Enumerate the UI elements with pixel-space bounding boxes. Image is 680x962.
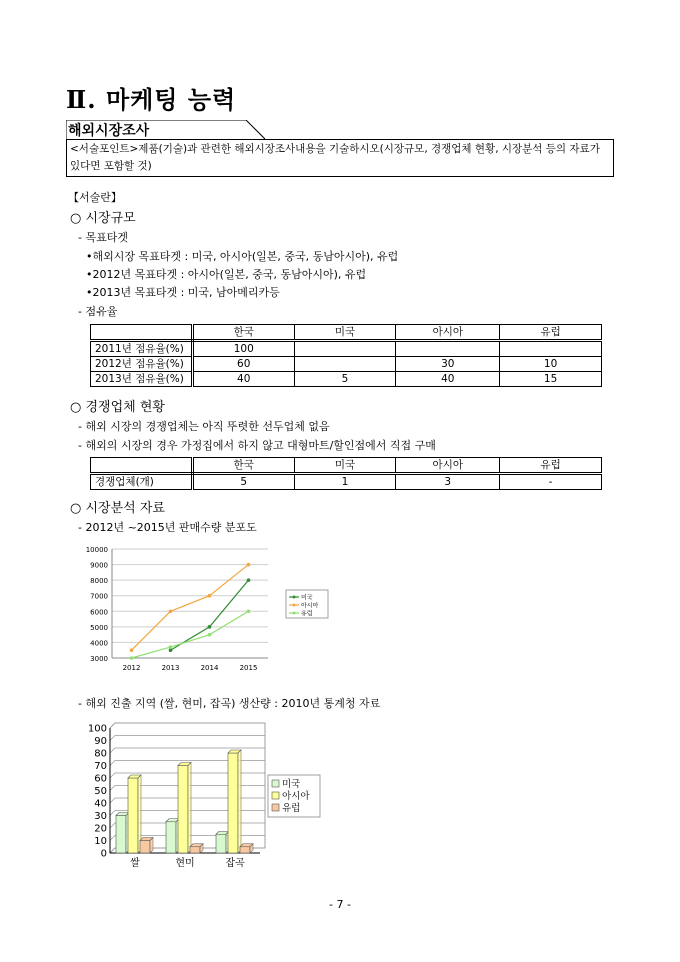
table-cell: 유럽 [500, 325, 602, 341]
writing-point-box [66, 139, 614, 177]
section-label: 해외시장조사 [68, 123, 150, 139]
y-tick-label: 5000 [90, 623, 108, 632]
legend-label: 미국 [282, 779, 301, 790]
legend-marker [293, 604, 296, 607]
essay-label: 【서술란】 [68, 191, 122, 204]
table-cell: 40 [396, 372, 500, 387]
table-cell: 10 [500, 357, 602, 372]
y-tick-label: 30 [94, 811, 107, 822]
table-cell: 30 [396, 357, 500, 372]
series-line [132, 611, 249, 658]
legend-swatch [272, 804, 279, 811]
table-cell: 3 [396, 474, 500, 490]
table-cell: 한국 [192, 458, 294, 474]
table-row [91, 341, 602, 357]
target-label: - 목표타겟 [78, 231, 128, 244]
target-line: •2012년 목표타겟 : 아시아(일본, 중국, 동남아시아), 유럽 [86, 268, 367, 281]
table-header-row [91, 458, 602, 474]
data-point [208, 594, 212, 598]
target-line: •2013년 목표타겟 : 미국, 남아메리카등 [86, 286, 280, 299]
y-tick-label: 9000 [90, 561, 108, 570]
chart2-caption: - 해외 진출 지역 (쌀, 현미, 잡곡) 생산량 : 2010년 통계청 자료 [78, 697, 381, 710]
table-cell [396, 341, 500, 357]
table-cell [91, 458, 193, 474]
bar [140, 841, 150, 854]
table-cell: 한국 [192, 325, 294, 341]
y-tick-label: 4000 [90, 639, 108, 648]
data-point [130, 656, 134, 660]
table-cell: 15 [500, 372, 602, 387]
table-cell: 2011년 점유율(%) [91, 341, 193, 357]
y-tick-label: 40 [94, 798, 107, 810]
table-row [91, 474, 602, 490]
y-tick-label: 3000 [90, 655, 108, 663]
x-tick-label: 잡곡 [225, 858, 245, 869]
x-tick-label: 2012 [122, 664, 141, 672]
legend-swatch [272, 780, 279, 787]
data-point [169, 645, 173, 649]
table-cell: 미국 [294, 458, 396, 474]
y-tick-label: 10 [94, 836, 107, 847]
share-label: - 점유율 [78, 305, 118, 318]
y-tick-label: 100 [87, 723, 107, 735]
table-cell: 아시아 [396, 325, 500, 341]
table-row [91, 372, 602, 387]
x-tick-label: 2014 [200, 664, 219, 672]
y-tick-label: 70 [94, 761, 107, 772]
y-tick-label: 7000 [90, 592, 108, 601]
table-cell: 유럽 [500, 458, 602, 474]
competitor-line: - 해외 시장의 경쟁업체는 아직 뚜렷한 선두업체 없음 [78, 420, 330, 433]
data-point [130, 648, 134, 652]
table-cell: 40 [192, 372, 294, 387]
writing-point-text: <서술포인트>제품(기술)과 관련한 해외시장조사내용을 기술하시오(시장규모, 경쟁업체 현황, 시장분석 등의 자료가 있다면 포함할 것) [70, 143, 600, 172]
bar-side [150, 838, 153, 854]
y-tick-label: 0 [100, 848, 107, 860]
table-cell: 경쟁업체(개) [91, 474, 193, 490]
analysis-heading: ○ 시장분석 자료 [70, 501, 165, 516]
x-tick-label: 2013 [161, 664, 180, 672]
legend-label: 아시아 [301, 602, 319, 610]
table-cell [294, 357, 396, 372]
target-line: •해외시장 목표타겟 : 미국, 아시아(일본, 중국, 동남아시아), 유럽 [86, 250, 399, 263]
y-tick-label: 10000 [85, 546, 108, 554]
bar [240, 847, 250, 853]
bar [216, 834, 226, 853]
bar [128, 778, 138, 853]
bar [228, 753, 238, 853]
sales-line-chart [80, 540, 340, 675]
table-cell: 2012년 점유율(%) [91, 357, 193, 372]
table-cell: 1 [294, 474, 396, 490]
x-tick-label: 2015 [239, 664, 258, 672]
production-bar-chart [80, 720, 350, 875]
table-cell [500, 341, 602, 357]
bar-side [188, 763, 191, 854]
page-number: - 7 - [329, 898, 351, 911]
legend-marker [293, 596, 296, 599]
data-point [208, 625, 212, 629]
series-line [132, 565, 249, 651]
table-cell [91, 325, 193, 341]
y-tick-label: 90 [94, 736, 107, 747]
table-header-row [91, 325, 602, 341]
data-point [247, 609, 251, 613]
data-point [169, 609, 173, 613]
chart1-caption: - 2012년 ~2015년 판매수량 분포도 [78, 521, 257, 534]
y-tick-label: 8000 [90, 577, 108, 586]
legend-marker [293, 612, 296, 615]
table-cell: 아시아 [396, 458, 500, 474]
bar [166, 822, 176, 853]
share-table [90, 324, 602, 387]
table-cell [294, 341, 396, 357]
legend-label: 유럽 [282, 803, 301, 814]
y-tick-label: 80 [94, 748, 107, 760]
competitor-table [90, 457, 602, 490]
data-point [247, 563, 251, 567]
table-cell: 미국 [294, 325, 396, 341]
market-size-heading: ○ 시장규모 [70, 211, 136, 226]
legend-swatch [272, 792, 279, 799]
legend-label: 미국 [301, 594, 313, 602]
table-cell: 100 [192, 341, 294, 357]
bar [190, 847, 200, 853]
table-cell: 5 [192, 474, 294, 490]
page-title: Ⅱ. 마케팅 능력 [66, 85, 237, 114]
data-point [208, 633, 212, 637]
table-cell: 2013년 점유율(%) [91, 372, 193, 387]
table-cell: - [500, 474, 602, 490]
y-tick-label: 20 [94, 823, 107, 835]
table-row [91, 357, 602, 372]
table-cell: 60 [192, 357, 294, 372]
y-tick-label: 50 [94, 786, 107, 797]
table-cell: 5 [294, 372, 396, 387]
competitor-heading: ○ 경쟁업체 현황 [70, 400, 165, 415]
y-tick-label: 60 [94, 773, 107, 785]
data-point [247, 578, 251, 582]
legend-label: 유럽 [301, 610, 313, 618]
legend-label: 아시아 [282, 791, 310, 802]
series-line [171, 580, 249, 650]
bar-side [238, 750, 241, 853]
x-tick-label: 쌀 [130, 858, 140, 869]
bar [178, 766, 188, 854]
bar [116, 816, 126, 854]
y-tick-label: 6000 [90, 608, 108, 617]
x-tick-label: 현미 [175, 858, 195, 869]
competitor-line: - 해외의 시장의 경우 가정집에서 하지 않고 대형마트/할인점에서 직접 구매 [78, 439, 436, 452]
data-point [169, 648, 173, 652]
